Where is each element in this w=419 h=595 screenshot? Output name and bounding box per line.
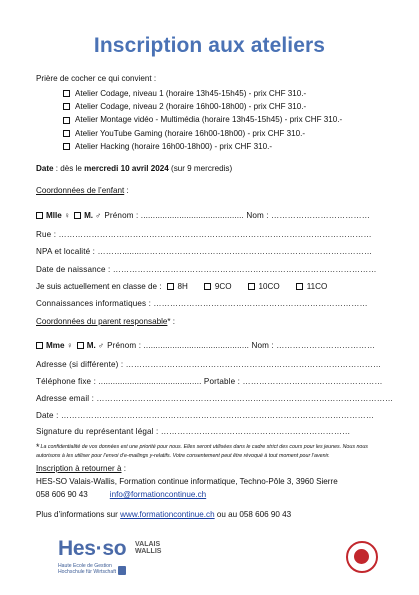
m-checkbox[interactable] — [77, 342, 84, 349]
parent-identity-line — [36, 341, 375, 351]
date-prefix: : dès le — [53, 164, 85, 173]
return-heading-suffix: : — [121, 464, 126, 473]
parent-signature-field[interactable]: Signature du représentant légal : …………………………………………………………… — [36, 427, 351, 436]
privacy-text: La confidentialité de vos données est une priorité pour nous. Elles seront utilisées dans le cadre strict des cours pour les jeunes. Nous nous autorisons à les utiliser pour l’envoi d’e-mailings y-relatifs. Votre consentement peut être révoqué à tout moment pour l’avenir. — [36, 444, 368, 460]
parent-email-field[interactable]: Adresse email : ……………………………………………………………………………………………… — [36, 394, 394, 403]
course-option[interactable] — [63, 140, 342, 153]
class-label: Je suis actuellement en classe de : — [36, 282, 162, 291]
school-name: Haute Ecole de Gestion Hochschule für Wirtschaft — [58, 563, 117, 576]
date-suffix: (sur 9 mercredis) — [168, 164, 233, 173]
course-option[interactable] — [63, 114, 342, 127]
valais-wallis-label: VALAIS WALLIS — [135, 541, 162, 556]
parent-address-field[interactable]: Adresse (si différente) : ………………………………………………………………………………… — [36, 360, 382, 369]
valais-flag-icon — [118, 566, 126, 575]
class-option: 8H — [177, 282, 188, 291]
course-label: Atelier Hacking (horaire 16h00-18h00) - prix CHF 310.- — [75, 141, 273, 151]
website-link[interactable]: www.formationcontinue.ch — [120, 510, 215, 519]
m-checkbox[interactable] — [74, 212, 81, 219]
mlle-label: Mlle ♀ — [46, 211, 71, 220]
course-option[interactable] — [63, 87, 342, 100]
course-option[interactable] — [63, 127, 342, 140]
date-value: mercredi 10 avril 2024 — [84, 164, 169, 173]
checkbox-icon[interactable] — [63, 143, 70, 150]
hes-so-wordmark: Hes·so — [58, 537, 127, 560]
return-heading — [36, 464, 126, 474]
date-label: Date — [36, 164, 54, 173]
return-address: HES-SO Valais-Wallis, Formation continue informatique, Techno-Pôle 3, 3960 Sierre — [36, 477, 338, 486]
quality-seal-icon — [346, 541, 378, 573]
course-label: Atelier YouTube Gaming (horaire 16h00-18h00) - prix CHF 310.- — [75, 128, 306, 138]
mlle-checkbox[interactable] — [36, 212, 43, 219]
child-heading-text: Coordonnées de l’enfant — [36, 186, 125, 195]
checkbox-icon[interactable] — [63, 90, 70, 97]
course-label: Atelier Codage, niveau 1 (horaire 13h45-15h45) - prix CHF 310.- — [75, 88, 307, 98]
class-checkbox[interactable] — [248, 283, 255, 290]
parent-name-field[interactable]: Prénom : ............................................ Nom : ……………………………… — [107, 341, 376, 350]
return-contact — [36, 490, 206, 500]
m-label: M. ♂ — [86, 341, 105, 350]
mme-label: Mme ♀ — [46, 341, 73, 350]
return-heading-text: Inscription à retourner à — [36, 464, 122, 473]
course-list — [63, 87, 342, 153]
mme-checkbox[interactable] — [36, 342, 43, 349]
parent-date-field[interactable]: Date : …………………………………………………………………………………………………… — [36, 411, 375, 420]
asterisk-icon: * — [36, 442, 40, 452]
return-phone: 058 606 90 43 — [36, 490, 88, 499]
checkbox-icon[interactable] — [63, 117, 70, 124]
parent-heading-text: Coordonnées du parent responsable — [36, 317, 168, 326]
class-option: 9CO — [214, 282, 232, 291]
course-option[interactable] — [63, 100, 342, 113]
child-birthdate-field[interactable]: Date de naissance : …………………………………………………………………………………… — [36, 265, 377, 274]
course-label: Atelier Montage vidéo - Multimédia (horaire 13h45-15h45) - prix CHF 310.- — [75, 115, 343, 125]
child-skills-field[interactable]: Connaissances informatiques : …………………………………………………………………… — [36, 299, 368, 308]
page-title: Inscription aux ateliers — [93, 34, 326, 57]
child-heading-suffix: : — [124, 186, 129, 195]
checkbox-icon[interactable] — [63, 103, 70, 110]
course-label: Atelier Codage, niveau 2 (horaire 16h00-18h00) - prix CHF 310.- — [75, 102, 307, 112]
parent-heading — [36, 317, 175, 327]
parent-heading-suffix: * : — [167, 317, 176, 326]
date-line — [36, 164, 232, 174]
child-street-field[interactable]: Rue : …………………………………………………………………………………………………… — [36, 230, 372, 239]
class-checkbox[interactable] — [204, 283, 211, 290]
child-identity-line — [36, 211, 370, 221]
return-email-link[interactable]: info@formationcontinue.ch — [109, 490, 207, 499]
instructions-text: Prière de cocher ce qui convient : — [36, 74, 157, 83]
seal-center — [354, 549, 369, 564]
hes-so-logo — [58, 536, 208, 582]
class-checkbox[interactable] — [296, 283, 303, 290]
parent-phone-field[interactable]: Téléphone fixe : ........................................... Portable : …………………………………………… — [36, 377, 383, 386]
privacy-notice — [36, 441, 391, 460]
child-heading — [36, 186, 129, 196]
child-name-field[interactable]: Prénom : ........................................... Nom : ……………………………… — [104, 211, 371, 220]
class-option: 11CO — [306, 282, 328, 291]
child-city-field[interactable]: NPA et localité : ………........………………………………………………………………………… — [36, 247, 373, 256]
more-info-suffix: ou au 058 606 90 43 — [214, 510, 292, 519]
class-checkbox[interactable] — [167, 283, 174, 290]
more-info-prefix: Plus d’informations sur — [36, 510, 121, 519]
child-class-line — [36, 282, 327, 292]
checkbox-icon[interactable] — [63, 130, 70, 137]
more-info-line — [36, 510, 291, 520]
class-option: 10CO — [258, 282, 280, 291]
m-label: M. ♂ — [84, 211, 102, 220]
